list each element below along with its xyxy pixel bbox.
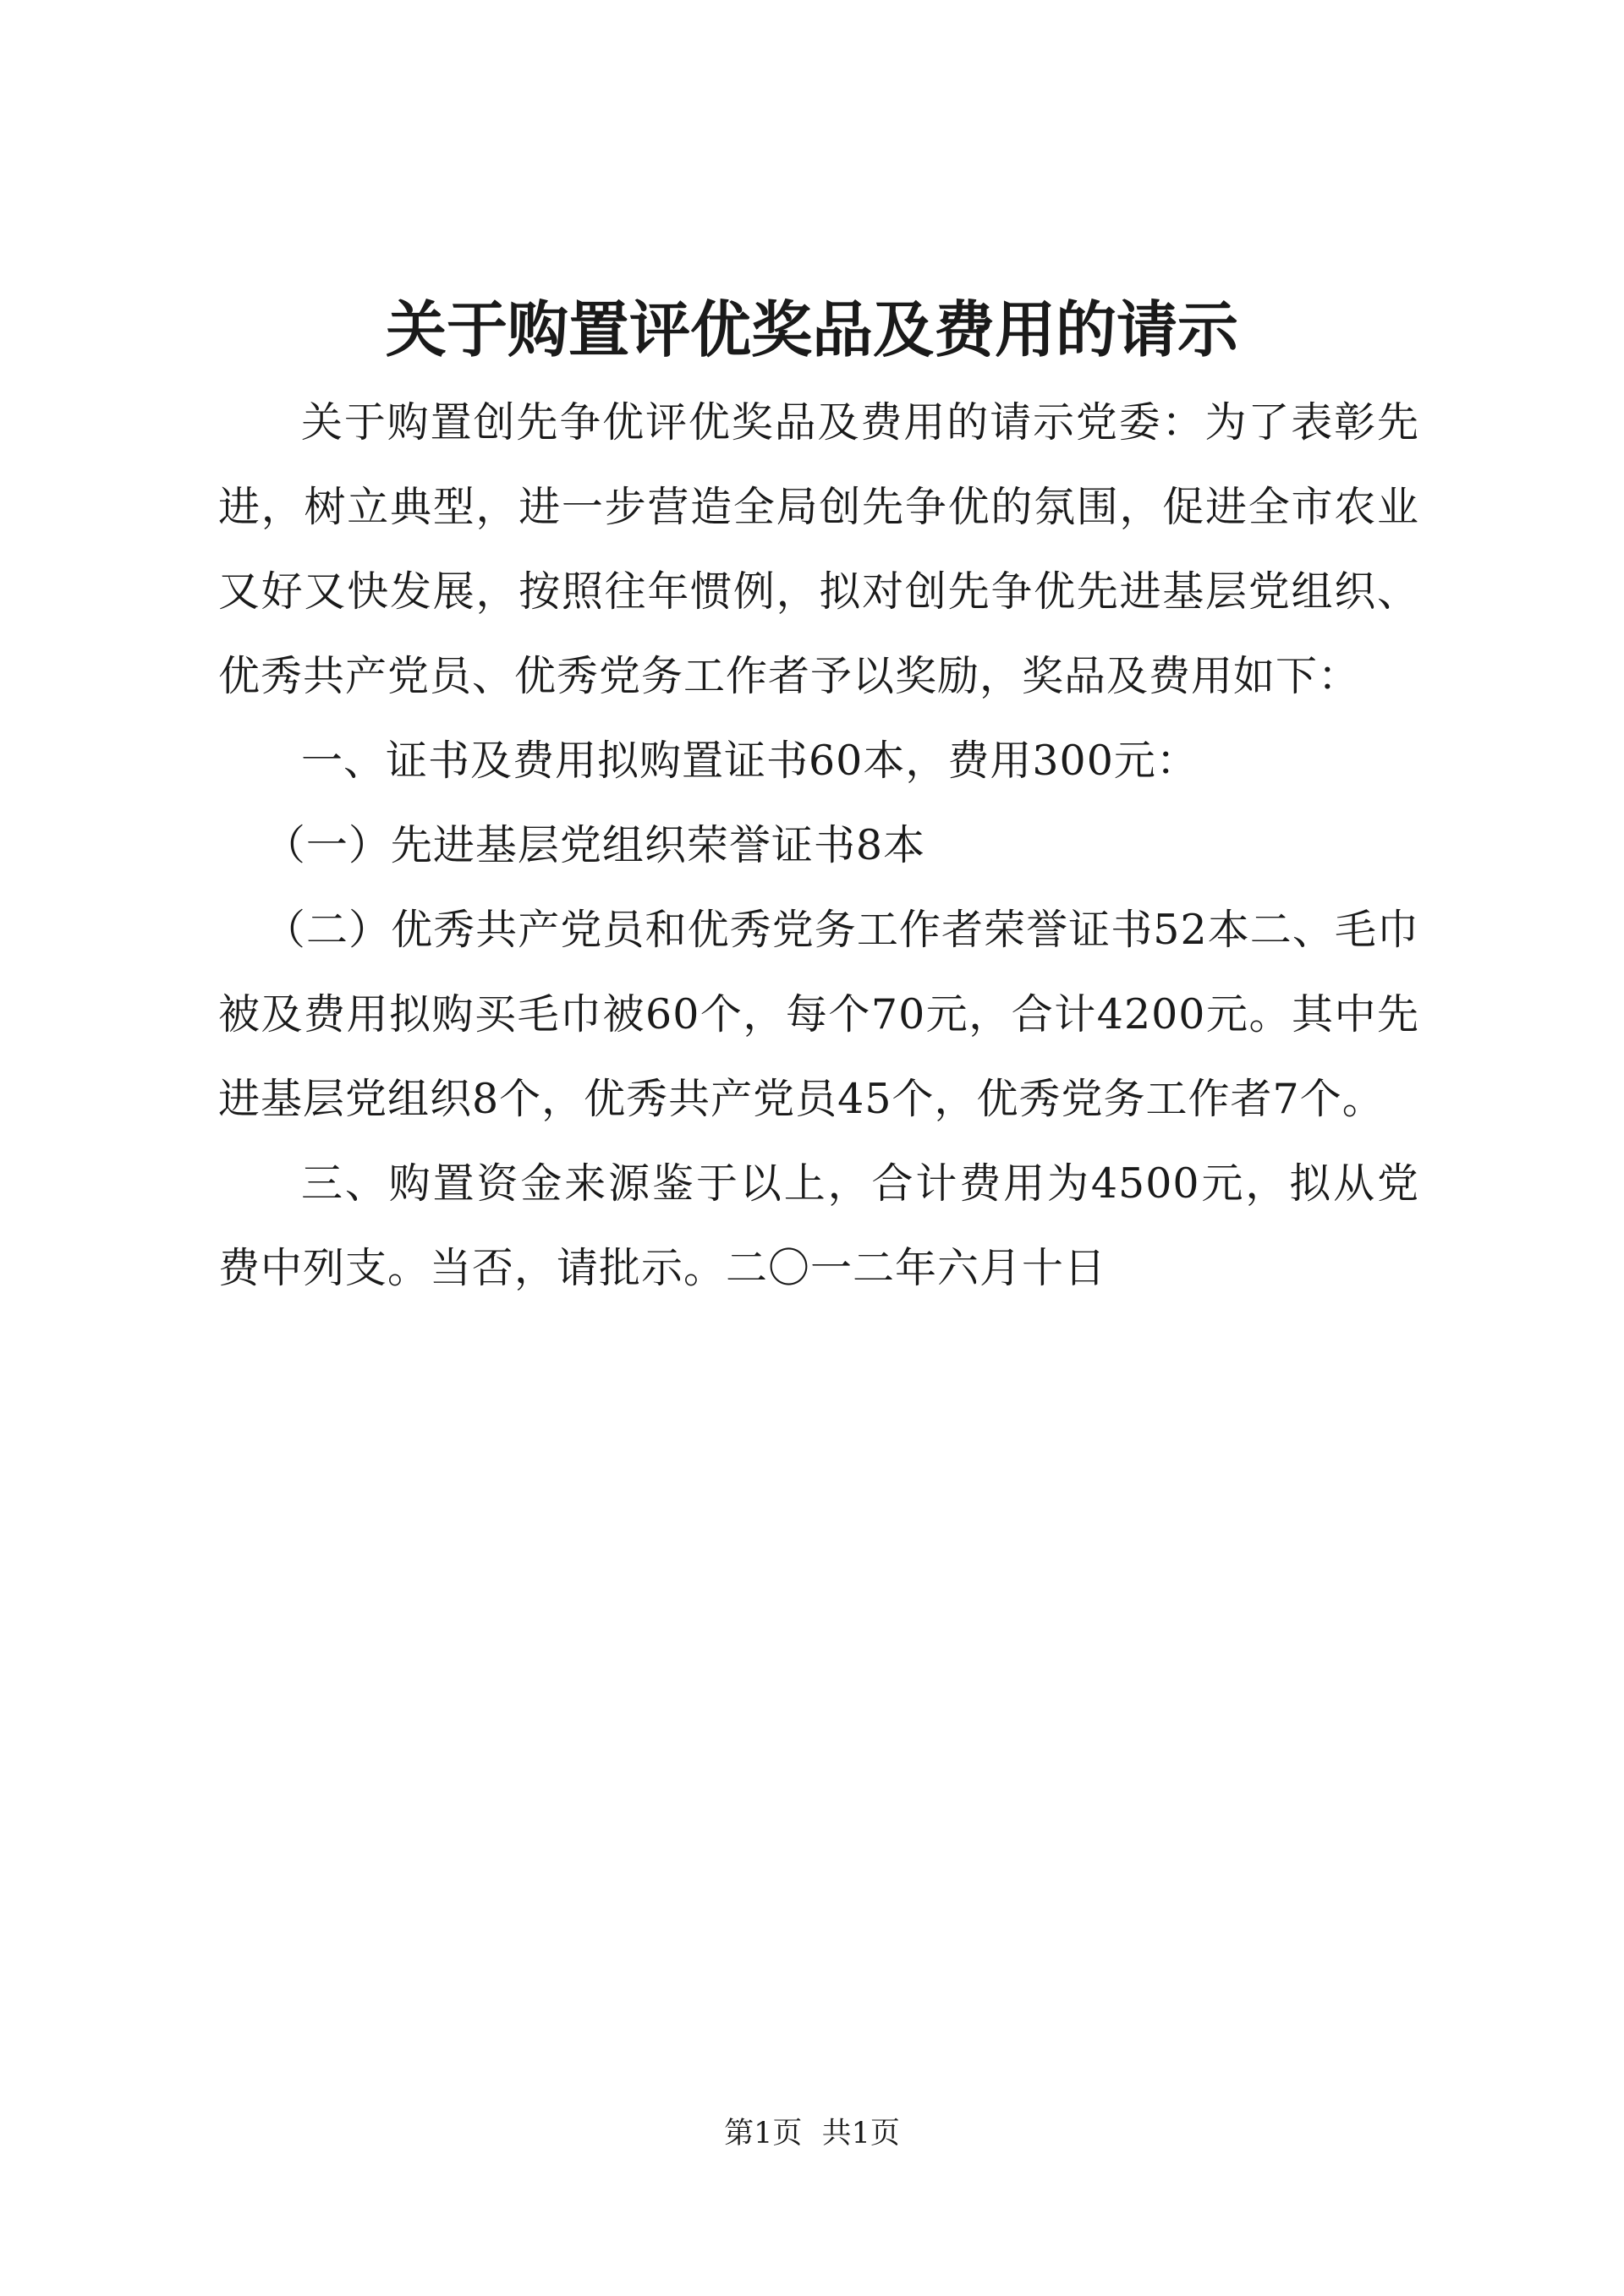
page-total: 共1页 xyxy=(821,2117,900,2151)
paragraph-certificates: 一、证书及费用拟购置证书60本，费用300元： xyxy=(301,737,1199,785)
page-footer xyxy=(0,2112,1624,2155)
paragraph-sub-item-1: （一）先进基层党组织荣誉证书8本 xyxy=(263,821,926,869)
paragraph-funding: 三、购置资金来源鉴于以上，合计费用为4500元，拟从党费中列支。当否，请批示。二〇一二年六月十日 xyxy=(218,1159,1419,1292)
page-number: 第1页 xyxy=(724,2117,803,2151)
document-title: 关于购置评优奖品及费用的请示 xyxy=(385,293,1238,365)
paragraph-intro: 关于购置创先争优评优奖品及费用的请示党委：为了表彰先进，树立典型，进一步营造全局创先争优的氛围，促进全市农业又好又快发展，按照往年惯例，拟对创先争优先进基层党组织、优秀共产党员、优秀党务工作者予以奖励，奖品及费用如下： xyxy=(218,398,1419,700)
document-body xyxy=(218,381,1419,1311)
paragraph-sub-item-2: （二）优秀共产党员和优秀党务工作者荣誉证书52本二、毛巾被及费用拟购买毛巾被60个，每个70元，合计4200元。其中先进基层党组织8个，优秀共产党员45个，优秀党务工作者7个。 xyxy=(218,906,1419,1123)
